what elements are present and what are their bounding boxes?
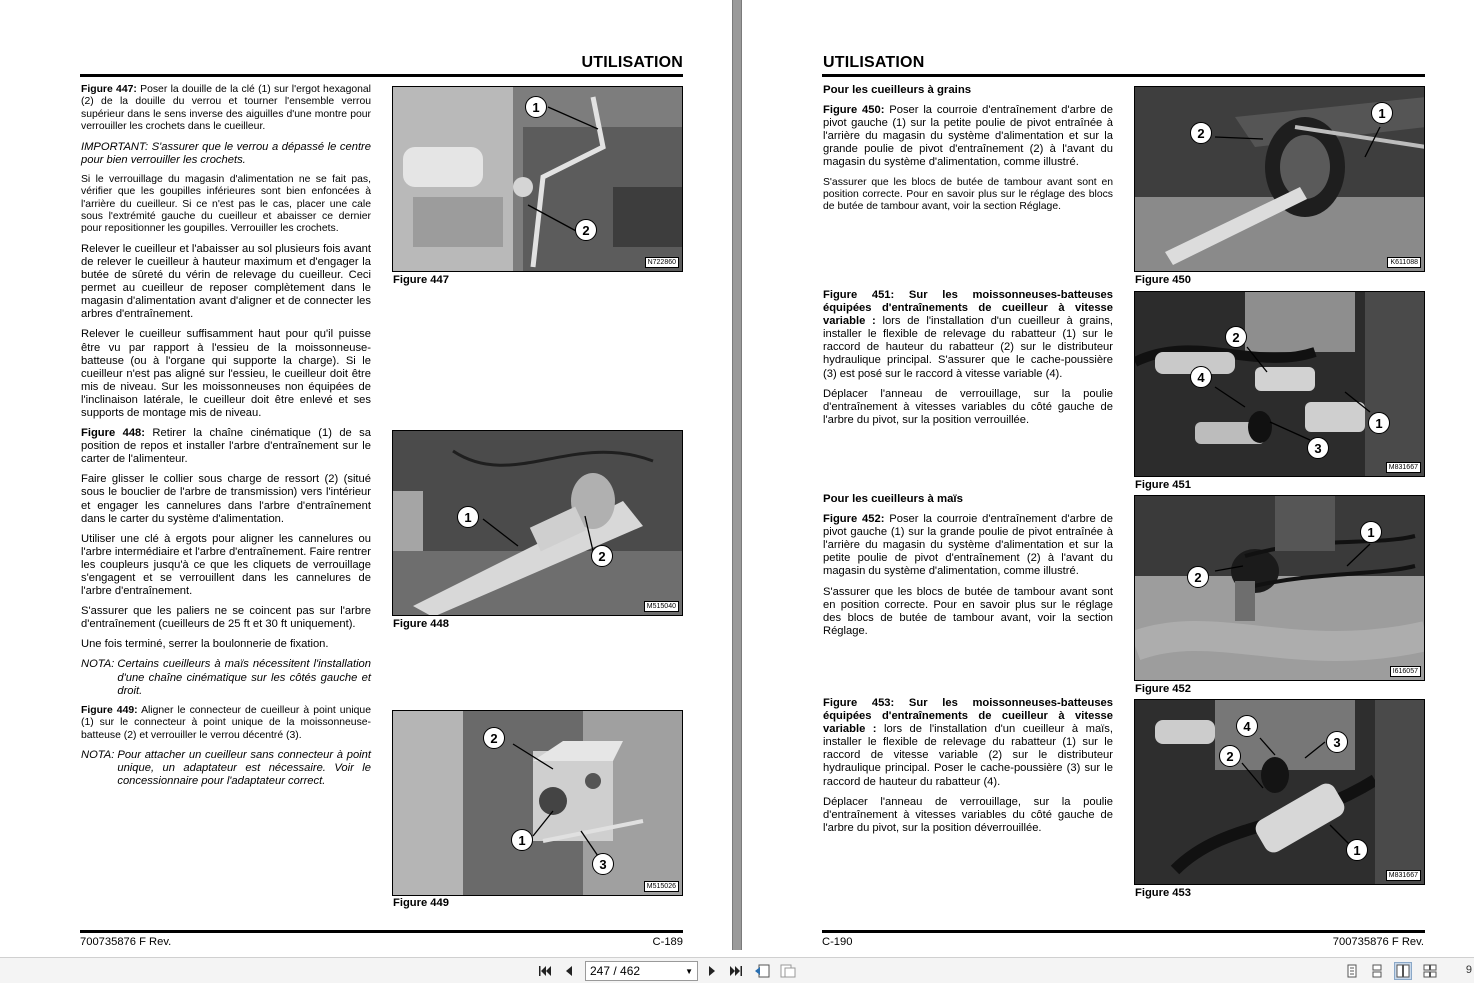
figure-code: K611088 xyxy=(1387,257,1421,268)
nota-note xyxy=(81,658,371,697)
callout-marker: 1 xyxy=(511,829,533,851)
figure-ref: Figure 453: Sur les moissonneuses-batteuses équipées d'entraînements de cueilleur à vitesse variable : xyxy=(823,697,1113,736)
next-page-icon xyxy=(707,965,717,977)
last-page-icon xyxy=(729,965,743,977)
figure-caption: Figure 453 xyxy=(1135,887,1191,899)
callout-marker: 2 xyxy=(1187,566,1209,588)
callout-marker: 1 xyxy=(1346,839,1368,861)
figure-452-photo xyxy=(1134,495,1425,681)
note-text: Pour attacher un cueilleur sans connecteur à point unique, un adaptateur est nécessaire. Voir le concessionnaire pour l'adaptateur correct. xyxy=(117,748,371,788)
figure-ref: Figure 450: xyxy=(823,104,885,117)
figure-ref: Figure 448: xyxy=(81,427,145,440)
paragraph: S'assurer que les blocs de butée de tambour avant sont en position correcte. Pour en savoir plus sur le réglage des blocs de butée de tambour avant, voir la section Réglage. xyxy=(823,585,1113,637)
callout-marker: 2 xyxy=(1219,745,1241,767)
paragraph: Déplacer l'anneau de verrouillage, sur la poulie d'entraînement à vitesses variables du côté gauche de l'arbre du pivot, sur la position verrouillée. xyxy=(823,387,1113,426)
figure-caption: Figure 451 xyxy=(1135,479,1191,491)
paragraph: S'assurer que les blocs de butée de tambour avant sont en position correcte. Pour en savoir plus sur le réglage des blocs de butée de tambour avant, voir la section Réglage. xyxy=(823,176,1113,213)
figure-ref: Figure 452: xyxy=(823,513,885,526)
footer-doc-number: 700735876 F Rev. xyxy=(1332,936,1424,948)
figure-code: N722860 xyxy=(645,257,679,268)
zoom-level-partial: 9 xyxy=(1465,964,1472,976)
figure-449-photo xyxy=(392,710,683,896)
facing-pages-view-button[interactable] xyxy=(1394,962,1412,980)
footer-page-number: C-190 xyxy=(822,936,853,948)
chevron-down-icon: ▼ xyxy=(685,967,693,976)
figure-453-photo xyxy=(1134,699,1425,885)
paragraph: Utiliser une clé à ergots pour aligner les cannelures ou l'arbre intermédiaire et l'arbre d'entraînement. Faire rentrer les coupleurs jusqu'à ce que les cliquets de verrouillage s'engagent et se verrouillent dans les cannelures de l'arbre d'entraînement. xyxy=(81,532,371,598)
paragraph-text: Aligner le connecteur de cueilleur à point unique (1) sur le connecteur à point unique de la moissonneuse-batteuse (2) et verrouiller le verrou décentré (3). xyxy=(81,704,371,741)
paragraph: Relever le cueilleur et l'abaisser au sol plusieurs fois avant de relever le cueilleur à hauteur maximum et d'engager la butée de sûreté du vérin de relevage du cueilleur. Ceci permet au cueilleur de reposer complètement dans le magasin d'alimentation avant d'aligner et de connecter les arbres d'entraînement. xyxy=(81,242,371,321)
footer-rule xyxy=(80,930,683,933)
left-text-column xyxy=(81,84,371,795)
paragraph-text: Poser la courroie d'entraînement d'arbre de pivot gauche (1) sur la grande poulie de pivot entraînée à l'arrière du magasin du système d'alimentation et sur la petite poulie de pivot d'entraînement (2) à l'avant du magasin du système d'alimentation, comme illustré. xyxy=(823,513,1114,578)
figure-code: M515026 xyxy=(644,881,679,892)
paragraph-text: lors de l'installation d'un cueilleur à maïs, installer le flexible de relevage du rabatteur (1) sur le raccord de vitesse variable (2) sur le distributeur hydraulique principal. Poser le cache-poussière (3) sur le raccord de hauteur du rabatteur (4). xyxy=(823,723,1113,788)
figure-caption: Figure 450 xyxy=(1135,274,1191,286)
previous-page-icon xyxy=(564,965,574,977)
note-label: NOTA: xyxy=(81,658,115,671)
paragraph-text: Retirer la chaîne cinématique (1) de sa position de repos et installer l'arbre d'entraînement sur le carter de l'alimenteur. xyxy=(81,427,371,466)
section-heading: Pour les cueilleurs à grains xyxy=(823,84,972,96)
right-text-block-2 xyxy=(823,289,1113,434)
callout-marker: 1 xyxy=(525,96,547,118)
left-page xyxy=(0,0,732,950)
first-page-icon xyxy=(538,965,552,977)
callout-marker: 1 xyxy=(1368,412,1390,434)
right-text-block-3 xyxy=(823,493,1113,645)
note-label: IMPORTANT: xyxy=(81,140,149,153)
single-page-icon xyxy=(1346,964,1358,978)
figure-code: M515040 xyxy=(644,601,679,612)
callout-marker: 2 xyxy=(1190,122,1212,144)
figure-450-photo xyxy=(1134,86,1425,272)
callout-marker: 2 xyxy=(483,727,505,749)
figure-code: M831667 xyxy=(1386,870,1421,881)
footer-doc-number: 700735876 F Rev. xyxy=(80,936,172,948)
page-indicator: 247 / 462 xyxy=(590,964,641,978)
page-number-select[interactable] xyxy=(585,961,698,981)
figure-448-photo xyxy=(392,430,683,616)
viewer-toolbar xyxy=(0,957,1474,983)
continuous-page-icon xyxy=(1371,964,1383,978)
forward-view-icon xyxy=(780,964,796,978)
back-view-icon xyxy=(754,964,770,978)
go-forward-view-button[interactable] xyxy=(779,962,797,980)
figure-code: I616057 xyxy=(1390,666,1421,677)
callout-marker: 3 xyxy=(592,853,614,875)
figure-ref: Figure 449: xyxy=(81,704,138,716)
figure-caption: Figure 448 xyxy=(393,618,449,630)
first-page-button[interactable] xyxy=(536,962,554,980)
figure-caption: Figure 447 xyxy=(393,274,449,286)
figure-ref: Figure 447: xyxy=(81,84,137,95)
continuous-view-button[interactable] xyxy=(1368,962,1386,980)
paragraph: Déplacer l'anneau de verrouillage, sur la poulie d'entraînement à vitesses variables du côté gauche de l'arbre du pivot, sur la position déverrouillée. xyxy=(823,795,1113,834)
header-rule xyxy=(80,74,683,77)
previous-page-button[interactable] xyxy=(560,962,578,980)
single-page-view-button[interactable] xyxy=(1343,962,1361,980)
figure-caption: Figure 449 xyxy=(393,897,449,909)
nota-note xyxy=(81,749,371,788)
paragraph: Relever le cueilleur suffisamment haut pour qu'il puisse être vu par rapport à l'essieu de la moissonneuse-batteuse (ou à l'organe qui supporte la charge). Si le cueilleur n'est pas aligné sur l'essieu, le cueilleur doit être mis de niveau. Sur les moissonneuses non équipées de l'inclinaison latérale, le cueilleur doit être enlevé et ses supports de montage mis de niveau. xyxy=(81,328,371,419)
figure-code: M831667 xyxy=(1386,462,1421,473)
callout-marker: 1 xyxy=(1371,102,1393,124)
callout-marker: 3 xyxy=(1307,437,1329,459)
figure-ref: Figure 451: Sur les moissonneuses-batteuses équipées d'entraînements de cueilleur à vitesse variable : xyxy=(823,289,1113,328)
continuous-facing-icon xyxy=(1423,964,1437,978)
paragraph-text: lors de l'installation d'un cueilleur à grains, installer le flexible de relevage du rabatteur (1) sur le raccord de hauteur du rabatteur (2) sur le distributeur hydraulique principal. S'assurer que le cache-poussière (3) est posé sur le raccord à vitesse variable (4). xyxy=(823,315,1113,380)
section-heading: Pour les cueilleurs à maïs xyxy=(823,493,963,505)
paragraph-text: Poser la douille de la clé (1) sur l'ergot hexagonal (2) de la douille du verrou et tourner l'ensemble verrou supérieur dans le sens inverse des aiguilles d'une montre pour verrouiller les crochets dans le cueilleur. xyxy=(81,84,371,133)
last-page-button[interactable] xyxy=(727,962,745,980)
right-text-block-1 xyxy=(823,84,1113,221)
callout-marker: 1 xyxy=(1360,521,1382,543)
paragraph-text: Poser la courroie d'entraînement d'arbre de pivot gauche (1) sur la petite poulie de pivot entraînée à l'arrière du magasin du système d'alimentation et sur la grande poulie de pivot d'entraînement (2) à l'avant du magasin du système d'alimentation, comme illustré. xyxy=(823,104,1114,169)
page-header-title: UTILISATION xyxy=(581,54,683,71)
callout-marker: 2 xyxy=(1225,326,1247,348)
header-rule xyxy=(822,74,1425,77)
page-gutter xyxy=(732,0,742,950)
callout-marker: 1 xyxy=(457,506,479,528)
callout-marker: 4 xyxy=(1236,715,1258,737)
footer-rule xyxy=(822,930,1425,933)
continuous-facing-view-button[interactable] xyxy=(1421,962,1439,980)
callout-marker: 2 xyxy=(591,545,613,567)
footer-page-number: C-189 xyxy=(652,936,683,948)
figure-447-photo xyxy=(392,86,683,272)
go-back-view-button[interactable] xyxy=(753,962,771,980)
paragraph: Si le verrouillage du magasin d'alimentation ne se fait pas, vérifier que les goupilles inférieures sont bien enfoncées à l'arrière du cueilleur. Si ce n'est pas le cas, placer une cale sous l'extrémité gauche du cueilleur et abaisser ce dernier pour repositionner les goupilles. Verrouiller les crochets. xyxy=(81,173,371,235)
right-text-block-4 xyxy=(823,697,1113,842)
paragraph: S'assurer que les paliers ne se coincent pas sur l'arbre d'entraînement (cueilleurs de 25 ft et 30 ft uniquement). xyxy=(81,605,371,631)
note-label: NOTA: xyxy=(81,748,115,761)
facing-pages-icon xyxy=(1396,964,1410,978)
right-page xyxy=(742,0,1474,950)
callout-marker: 4 xyxy=(1190,366,1212,388)
note-text: S'assurer que le verrou a dépassé le centre pour bien verrouiller les crochets. xyxy=(81,140,371,166)
paragraph: Une fois terminé, serrer la boulonnerie de fixation. xyxy=(81,638,329,651)
callout-marker: 2 xyxy=(575,219,597,241)
figure-caption: Figure 452 xyxy=(1135,683,1191,695)
page-header-title: UTILISATION xyxy=(823,54,925,71)
figure-451-photo xyxy=(1134,291,1425,477)
callout-marker: 3 xyxy=(1326,731,1348,753)
next-page-button[interactable] xyxy=(703,962,721,980)
important-note xyxy=(81,141,371,167)
paragraph: Faire glisser le collier sous charge de ressort (2) (situé sous le bouclier de l'arbre de transmission) vers l'intérieur et engager les cannelures dans l'arbre d'entraînement dans le carter du système d'alimentation. xyxy=(81,473,371,525)
note-text: Certains cueilleurs à maïs nécessitent l'installation d'une chaîne cinématique sur les côtés gauche et droit. xyxy=(117,658,371,697)
